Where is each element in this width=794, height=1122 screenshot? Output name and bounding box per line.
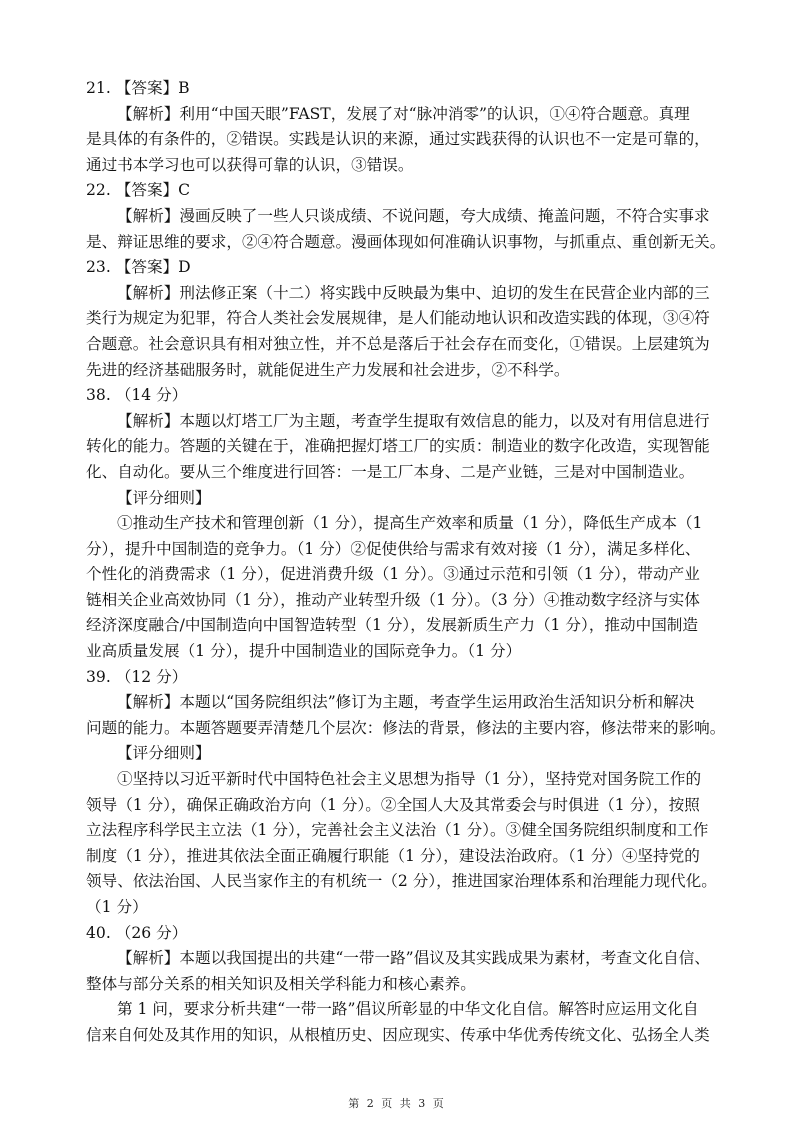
q40-analysis-line: 【解析】本题以我国提出的共建“一带一路”倡议及其实践成果为素材，考查文化自信、	[117, 949, 710, 968]
q39-analysis-line: 【解析】本题以“国务院组织法”修订为主题，考查学生运用政治生活知识分析和解决	[117, 693, 695, 712]
q22-answer: 22. 【答案】C	[86, 181, 191, 200]
q23-analysis-line: 先进的经济基础服务时，就能促进生产力发展和社会进步，②不科学。	[86, 360, 570, 379]
q38-scoring-heading: 【评分细则】	[117, 488, 211, 507]
q38-analysis-line: 转化的能力。答题的关键在于，准确把握灯塔工厂的实质：制造业的数字化改造，实现智能	[86, 437, 710, 456]
q39-scoring-line: （1 分）	[86, 898, 148, 916]
q23-analysis-line: 【解析】刑法修正案（十二）将实践中反映最为集中、迫切的发生在民营企业内部的三	[117, 283, 710, 302]
q39-scoring-line: ①坚持以习近平新时代中国特色社会主义思想为指导（1 分），坚持党对国务院工作的	[117, 770, 702, 789]
q21-analysis-line: 【解析】利用“中国天眼”FAST，发展了对“脉冲消零”的认识，①④符合题意。真理	[117, 104, 690, 123]
q39-scoring-line: 领导、依法治国、人民当家作主的有机统一（2 分），推进国家治理体系和治理能力现代化。	[86, 872, 717, 891]
q38-heading: 38. （14 分）	[86, 386, 188, 405]
q21-analysis-line: 是具体的有条件的，②错误。实践是认识的来源，通过实践获得的认识也不一定是可靠的，	[86, 130, 710, 149]
page-footer: 第 2 页 共 3 页	[348, 1097, 446, 1110]
q40-heading: 40. （26 分）	[86, 923, 188, 942]
q39-scoring-line: 立法程序科学民主立法（1 分），完善社会主义法治（1 分）。③健全国务院组织制度和工作	[86, 821, 709, 840]
q38-analysis-line: 化、自动化。要从三个维度进行回答：一是工厂本身、二是产业链，三是对中国制造业。	[86, 462, 695, 481]
q39-scoring-heading: 【评分细则】	[117, 744, 211, 763]
q21-answer: 21. 【答案】B	[86, 79, 190, 97]
q38-scoring-line: 个性化的消费需求（1 分），促进消费升级（1 分）。③通过示范和引领（1 分），带动产业	[86, 565, 700, 584]
q39-scoring-line: 制度（1 分），推进其依法全面正确履行职能（1 分），建设法治政府。（1 分）④坚持党的	[86, 846, 700, 865]
q38-scoring-line: 链相关企业高效协同（1 分），推动产业转型升级（1 分）。（3 分）④推动数字经济与实体	[86, 590, 700, 609]
q23-analysis-line: 合题意。社会意识具有相对独立性，并不总是落后于社会存在而变化，①错误。上层建筑为	[86, 334, 710, 353]
q38-analysis-line: 【解析】本题以灯塔工厂为主题，考查学生提取有效信息的能力，以及对有用信息进行	[117, 411, 710, 430]
q40-part1-line: 第 1 问，要求分析共建“一带一路”倡议所彰显的中华文化自信。解答时应运用文化自	[117, 1000, 699, 1019]
q40-part1-line: 信来自何处及其作用的知识，从根植历史、因应现实、传承中华优秀传统文化、弘扬全人类	[86, 1025, 710, 1044]
q38-scoring-line: 业高质量发展（1 分），提升中国制造业的国际竞争力。（1 分）	[86, 642, 522, 661]
q39-heading: 39. （12 分）	[86, 667, 188, 686]
q40-analysis-line: 整体与部分关系的相关知识及相关学科能力和核心素养。	[86, 974, 476, 993]
q38-scoring-line: 经济深度融合/中国制造向中国智造转型（1 分），发展新质生产力（1 分），推动中国制造	[86, 616, 698, 635]
q22-analysis-line: 【解析】漫画反映了一些人只谈成绩、不说问题，夸大成绩、掩盖问题，不符合实事求	[117, 206, 710, 225]
q22-analysis-line: 是、辩证思维的要求，②④符合题意。漫画体现如何准确认识事物，与抓重点、重创新无关。	[86, 232, 726, 251]
q39-analysis-line: 问题的能力。本题答题要弄清楚几个层次：修法的背景，修法的主要内容，修法带来的影响。	[86, 718, 726, 737]
q23-analysis-line: 类行为规定为犯罪，符合人类社会发展规律，是人们能动地认识和改造实践的体现，③④符	[86, 309, 710, 328]
answer-key-body	[86, 76, 726, 1049]
q38-scoring-line: 分），提升中国制造的竞争力。（1 分）②促使供给与需求有效对接（1 分），满足多样化、	[86, 539, 701, 558]
q23-answer: 23. 【答案】D	[86, 258, 191, 277]
q39-scoring-line: 领导（1 分），确保正确政治方向（1 分）。②全国人大及其常委会与时俱进（1 分），按照	[86, 795, 700, 814]
q21-analysis-line: 通过书本学习也可以获得可靠的认识，③错误。	[86, 155, 414, 174]
q38-scoring-line: ①推动生产技术和管理创新（1 分），提高生产效率和质量（1 分），降低生产成本（1	[117, 514, 703, 533]
